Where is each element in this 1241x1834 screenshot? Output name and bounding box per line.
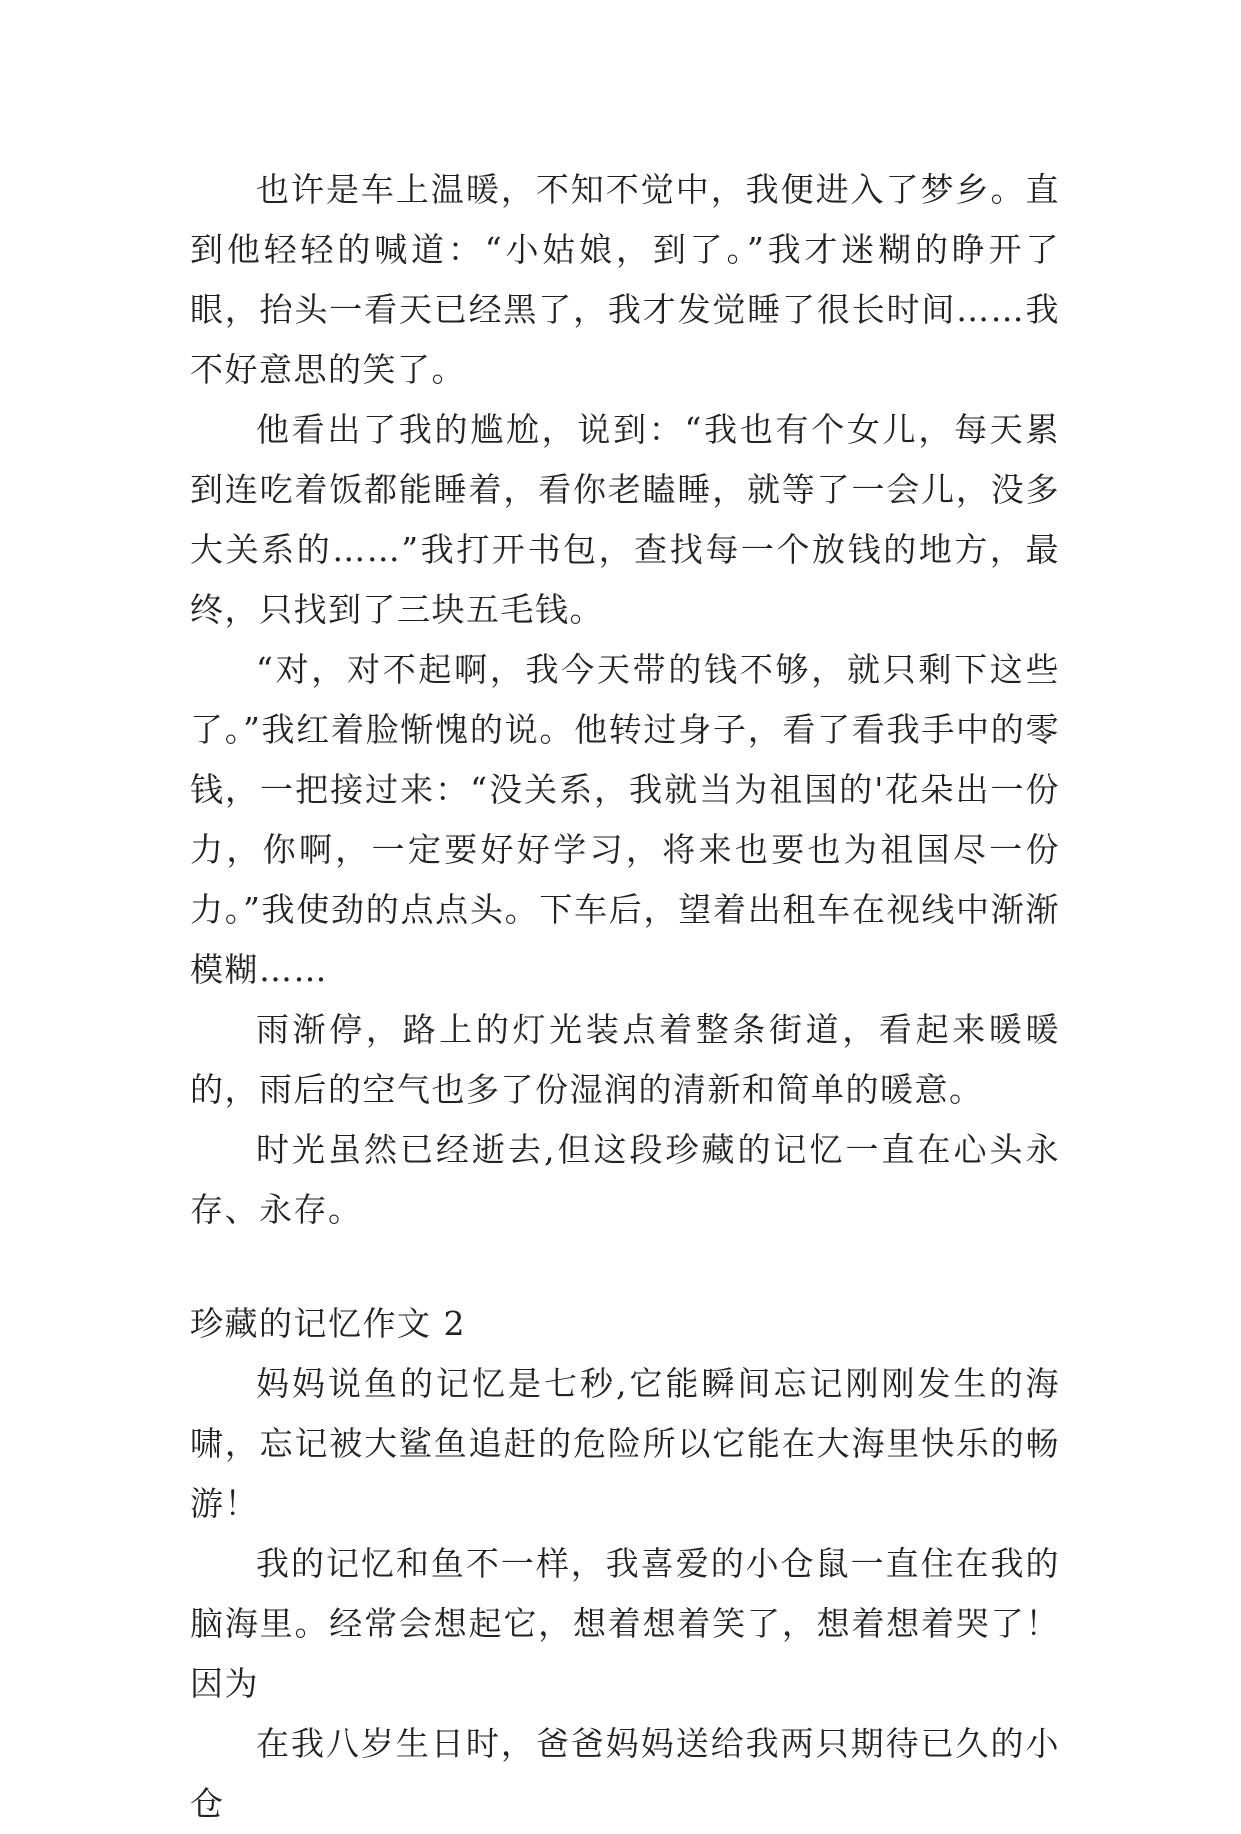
article-body (190, 160, 1060, 1834)
paragraph-4: 雨渐停，路上的灯光装点着整条街道，看起来暖暖的，雨后的空气也多了份湿润的清新和简单的暖意。 (190, 1010, 1060, 1109)
paragraph-6: 妈妈说鱼的记忆是七秒,它能瞬间忘记刚刚发生的海啸，忘记被大鲨鱼追赶的危险所以它能在大海里快乐的畅游！ (190, 1364, 1060, 1523)
section-heading: 珍藏的记忆作文 2 (190, 1304, 466, 1343)
paragraph-1: 也许是车上温暖，不知不觉中，我便进入了梦乡。直到他轻轻的喊道：“小姑娘，到了。”我才迷糊的睁开了眼，抬头一看天已经黑了，我才发觉睡了很长时间……我不好意思的笑了。 (190, 170, 1060, 389)
paragraph-7: 我的记忆和鱼不一样，我喜爱的小仓鼠一直住在我的脑海里。经常会想起它，想着想着笑了，想着想着哭了！因为 (190, 1544, 1060, 1703)
paragraph-2: 他看出了我的尴尬，说到：“我也有个女儿，每天累到连吃着饭都能睡着，看你老瞌睡，就等了一会儿，没多大关系的……”我打开书包，查找每一个放钱的地方，最终，只找到了三块五毛钱。 (190, 410, 1060, 629)
paragraph-8: 在我八岁生日时，爸爸妈妈送给我两只期待已久的小仓 (190, 1724, 1060, 1823)
paragraph-3: “对，对不起啊，我今天带的钱不够，就只剩下这些了。”我红着脸惭愧的说。他转过身子，看了看我手中的零钱，一把接过来：“没关系，我就当为祖国的'花朵出一份力，你啊，一定要好好学习，将来也要也为祖国尽一份力。”我使劲的点点头。下车后，望着出租车在视线中渐渐模糊…… (190, 650, 1060, 989)
paragraph-5: 时光虽然已经逝去,但这段珍藏的记忆一直在心头永存、永存。 (190, 1130, 1060, 1229)
